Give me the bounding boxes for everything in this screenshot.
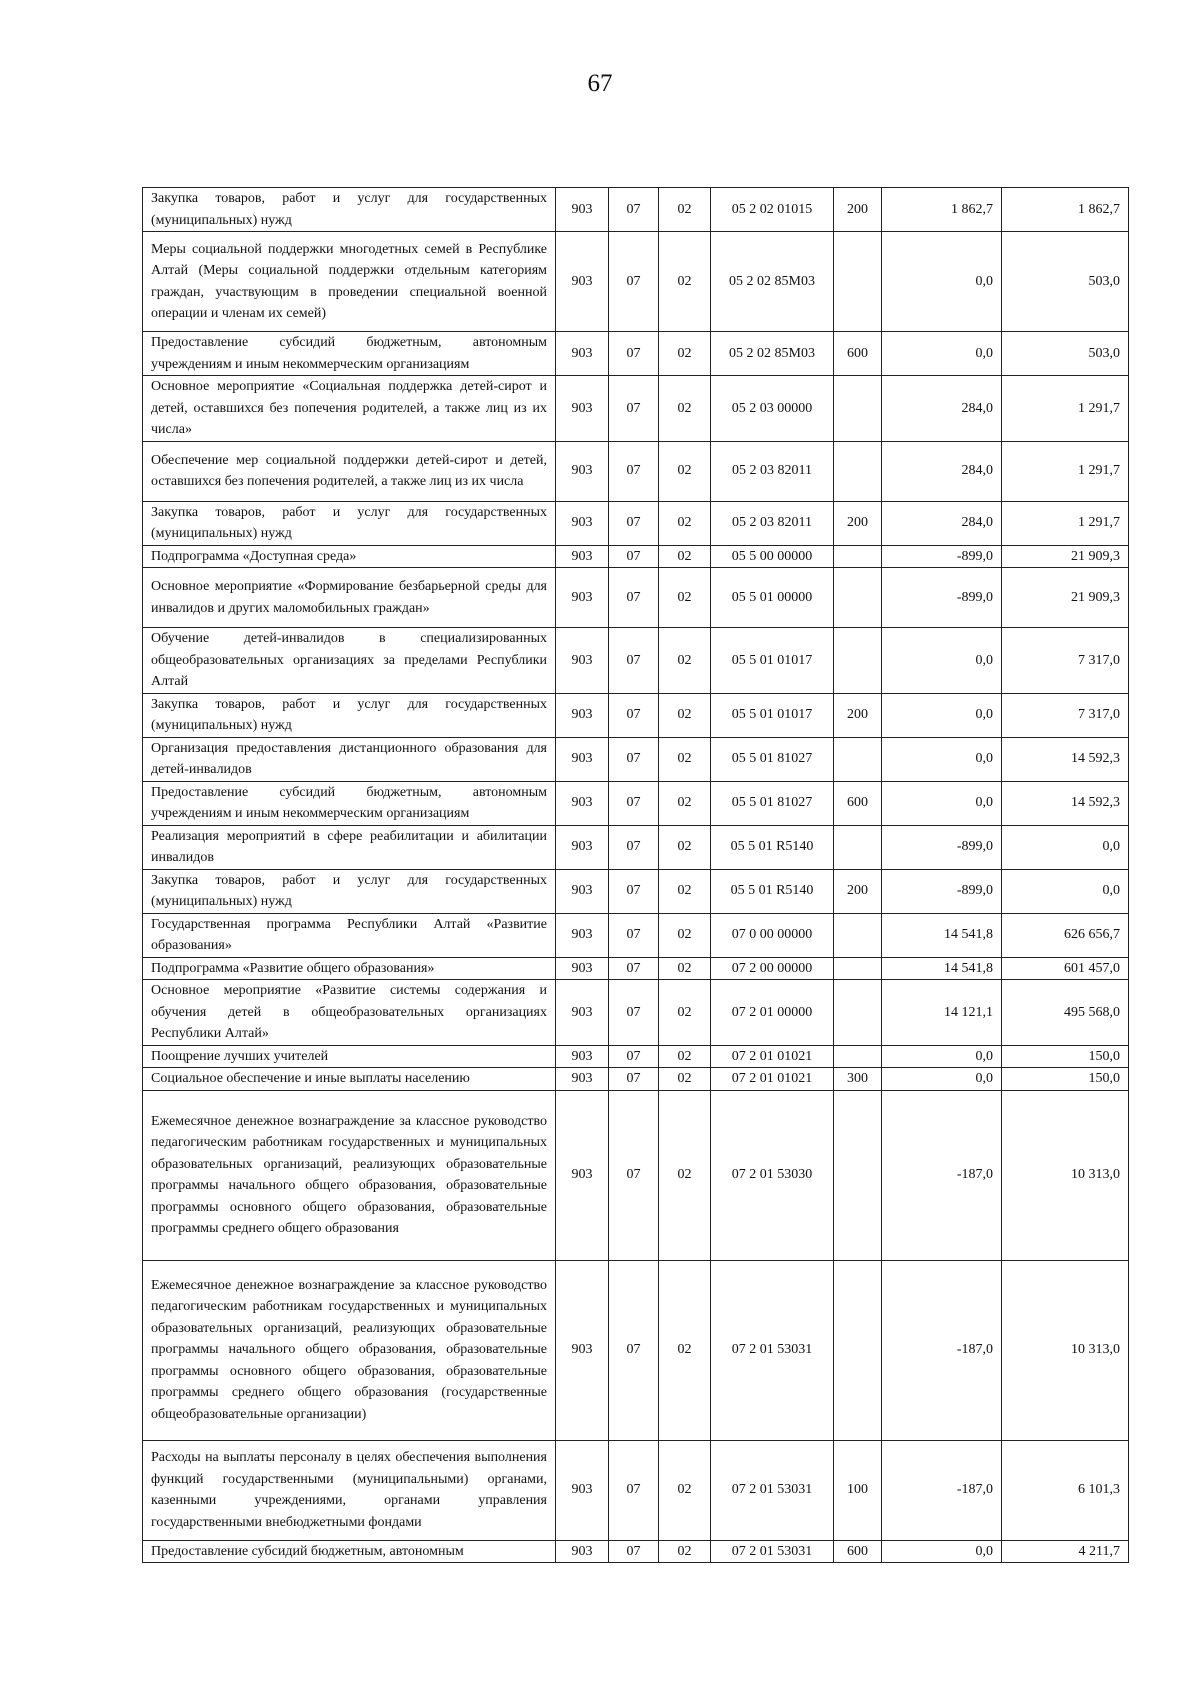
- row-grbs: 903: [556, 1090, 609, 1260]
- table-row: [143, 568, 1129, 628]
- table-row: [143, 781, 1129, 825]
- row-grbs: 903: [556, 737, 609, 781]
- row-amount-total: 626 656,7: [1002, 913, 1129, 957]
- row-grbs: 903: [556, 1045, 609, 1068]
- row-subsection: 02: [659, 1068, 711, 1091]
- row-amount-total: 503,0: [1002, 332, 1129, 376]
- row-amount-total: 150,0: [1002, 1068, 1129, 1091]
- row-name: Предоставление субсидий бюджетным, автономным: [143, 1540, 556, 1563]
- row-name: Основное мероприятие «Формирование безбарьерной среды для инвалидов и других маломобильных граждан»: [143, 568, 556, 628]
- row-name: Предоставление субсидий бюджетным, автономным учреждениям и иным некоммерческим организациям: [143, 781, 556, 825]
- row-name: Закупка товаров, работ и услуг для государственных (муниципальных) нужд: [143, 501, 556, 545]
- row-target-article: 05 5 01 R5140: [711, 869, 834, 913]
- row-target-article: 05 2 03 82011: [711, 441, 834, 501]
- row-name: Государственная программа Республики Алтай «Развитие образования»: [143, 913, 556, 957]
- row-name: Подпрограмма «Доступная среда»: [143, 545, 556, 568]
- row-subsection: 02: [659, 869, 711, 913]
- row-amount-total: 7 317,0: [1002, 693, 1129, 737]
- row-amount-change: -899,0: [882, 545, 1002, 568]
- table-row: [143, 501, 1129, 545]
- row-grbs: 903: [556, 1440, 609, 1540]
- table-row: [143, 441, 1129, 501]
- row-amount-total: 7 317,0: [1002, 628, 1129, 694]
- row-amount-change: 1 862,7: [882, 188, 1002, 232]
- row-section: 07: [609, 188, 659, 232]
- row-name: Обеспечение мер социальной поддержки детей-сирот и детей, оставшихся без попечения родителей, а также лиц из их числа: [143, 441, 556, 501]
- row-section: 07: [609, 545, 659, 568]
- table-row: [143, 1068, 1129, 1091]
- row-amount-change: 14 121,1: [882, 980, 1002, 1046]
- table-row: [143, 1045, 1129, 1068]
- row-section: 07: [609, 1068, 659, 1091]
- budget-table-body: [143, 188, 1129, 1563]
- row-amount-change: 0,0: [882, 1540, 1002, 1563]
- table-row: [143, 693, 1129, 737]
- row-grbs: 903: [556, 501, 609, 545]
- row-target-article: 05 2 03 00000: [711, 376, 834, 442]
- row-name: Обучение детей-инвалидов в специализированных общеобразовательных организациях за пределами Республики Алтай: [143, 628, 556, 694]
- row-section: 07: [609, 869, 659, 913]
- row-amount-change: -899,0: [882, 825, 1002, 869]
- table-row: [143, 825, 1129, 869]
- row-grbs: 903: [556, 232, 609, 332]
- row-name: Расходы на выплаты персоналу в целях обеспечения выполнения функций государственными (муниципальными) органами, казенными учреждениями, органами управления государственными внебюджетными фондами: [143, 1440, 556, 1540]
- row-name: Поощрение лучших учителей: [143, 1045, 556, 1068]
- row-subsection: 02: [659, 332, 711, 376]
- row-target-article: 05 5 00 00000: [711, 545, 834, 568]
- row-amount-change: -187,0: [882, 1260, 1002, 1440]
- row-amount-total: 150,0: [1002, 1045, 1129, 1068]
- row-name: Закупка товаров, работ и услуг для государственных (муниципальных) нужд: [143, 693, 556, 737]
- row-amount-total: 21 909,3: [1002, 568, 1129, 628]
- table-row: [143, 376, 1129, 442]
- row-amount-total: 495 568,0: [1002, 980, 1129, 1046]
- row-amount-total: 1 291,7: [1002, 501, 1129, 545]
- row-grbs: 903: [556, 980, 609, 1046]
- table-row: [143, 545, 1129, 568]
- row-amount-total: 4 211,7: [1002, 1540, 1129, 1563]
- row-grbs: 903: [556, 1540, 609, 1563]
- row-grbs: 903: [556, 913, 609, 957]
- row-grbs: 903: [556, 869, 609, 913]
- row-expense-type: [834, 825, 882, 869]
- row-target-article: 07 2 01 53031: [711, 1260, 834, 1440]
- row-section: 07: [609, 1260, 659, 1440]
- row-section: 07: [609, 957, 659, 980]
- row-expense-type: [834, 568, 882, 628]
- row-grbs: 903: [556, 1068, 609, 1091]
- row-amount-total: 0,0: [1002, 825, 1129, 869]
- table-row: [143, 980, 1129, 1046]
- row-expense-type: [834, 913, 882, 957]
- row-expense-type: [834, 957, 882, 980]
- row-section: 07: [609, 1440, 659, 1540]
- row-subsection: 02: [659, 781, 711, 825]
- row-subsection: 02: [659, 737, 711, 781]
- row-subsection: 02: [659, 825, 711, 869]
- row-grbs: 903: [556, 693, 609, 737]
- row-section: 07: [609, 1090, 659, 1260]
- row-section: 07: [609, 980, 659, 1046]
- row-subsection: 02: [659, 1045, 711, 1068]
- row-amount-total: 503,0: [1002, 232, 1129, 332]
- row-amount-total: 14 592,3: [1002, 781, 1129, 825]
- row-target-article: 05 2 02 01015: [711, 188, 834, 232]
- row-name: Ежемесячное денежное вознаграждение за классное руководство педагогическим работникам государственных и муниципальных образовательных организаций, реализующих образовательные программы начального общего образования, образовательные программы основного общего образования, образовательные программы среднего общего образования: [143, 1090, 556, 1260]
- row-target-article: 07 2 01 53031: [711, 1540, 834, 1563]
- row-amount-change: 0,0: [882, 628, 1002, 694]
- row-section: 07: [609, 1540, 659, 1563]
- row-expense-type: [834, 376, 882, 442]
- row-grbs: 903: [556, 568, 609, 628]
- table-row: [143, 232, 1129, 332]
- row-section: 07: [609, 913, 659, 957]
- row-section: 07: [609, 628, 659, 694]
- table-row: [143, 188, 1129, 232]
- row-amount-change: 284,0: [882, 501, 1002, 545]
- row-grbs: 903: [556, 957, 609, 980]
- row-grbs: 903: [556, 545, 609, 568]
- row-subsection: 02: [659, 545, 711, 568]
- row-expense-type: [834, 628, 882, 694]
- table-row: [143, 1260, 1129, 1440]
- row-target-article: 05 5 01 00000: [711, 568, 834, 628]
- row-target-article: 05 5 01 81027: [711, 781, 834, 825]
- row-expense-type: 600: [834, 1540, 882, 1563]
- row-expense-type: 600: [834, 332, 882, 376]
- row-section: 07: [609, 825, 659, 869]
- row-target-article: 05 5 01 R5140: [711, 825, 834, 869]
- row-name: Меры социальной поддержки многодетных семей в Республике Алтай (Меры социальной поддержки отдельным категориям граждан, участвующим в проведении специальной военной операции и членам их семей): [143, 232, 556, 332]
- row-expense-type: 200: [834, 188, 882, 232]
- table-row: [143, 1090, 1129, 1260]
- row-target-article: 07 2 01 01021: [711, 1045, 834, 1068]
- row-grbs: 903: [556, 628, 609, 694]
- row-amount-change: -899,0: [882, 869, 1002, 913]
- row-subsection: 02: [659, 501, 711, 545]
- row-amount-total: 14 592,3: [1002, 737, 1129, 781]
- row-target-article: 05 2 02 85М03: [711, 232, 834, 332]
- row-target-article: 05 5 01 81027: [711, 737, 834, 781]
- row-expense-type: [834, 737, 882, 781]
- row-expense-type: 200: [834, 501, 882, 545]
- row-subsection: 02: [659, 441, 711, 501]
- row-section: 07: [609, 568, 659, 628]
- row-amount-total: 601 457,0: [1002, 957, 1129, 980]
- row-amount-change: 0,0: [882, 781, 1002, 825]
- row-subsection: 02: [659, 1090, 711, 1260]
- row-amount-change: 0,0: [882, 232, 1002, 332]
- row-name: Организация предоставления дистанционного образования для детей-инвалидов: [143, 737, 556, 781]
- row-target-article: 07 2 01 53031: [711, 1440, 834, 1540]
- row-name: Предоставление субсидий бюджетным, автономным учреждениям и иным некоммерческим организациям: [143, 332, 556, 376]
- row-name: Реализация мероприятий в сфере реабилитации и абилитации инвалидов: [143, 825, 556, 869]
- row-name: Подпрограмма «Развитие общего образования»: [143, 957, 556, 980]
- row-section: 07: [609, 737, 659, 781]
- row-grbs: 903: [556, 376, 609, 442]
- table-row: [143, 737, 1129, 781]
- row-subsection: 02: [659, 980, 711, 1046]
- row-amount-total: 1 291,7: [1002, 376, 1129, 442]
- row-amount-change: 14 541,8: [882, 913, 1002, 957]
- row-expense-type: [834, 441, 882, 501]
- table-row: [143, 1540, 1129, 1563]
- row-section: 07: [609, 376, 659, 442]
- row-grbs: 903: [556, 332, 609, 376]
- table-row: [143, 628, 1129, 694]
- row-target-article: 07 0 00 00000: [711, 913, 834, 957]
- row-amount-change: -187,0: [882, 1090, 1002, 1260]
- row-target-article: 05 5 01 01017: [711, 693, 834, 737]
- table-row: [143, 869, 1129, 913]
- row-grbs: 903: [556, 825, 609, 869]
- row-target-article: 07 2 01 00000: [711, 980, 834, 1046]
- row-section: 07: [609, 332, 659, 376]
- row-amount-change: 0,0: [882, 693, 1002, 737]
- row-subsection: 02: [659, 232, 711, 332]
- row-amount-change: 284,0: [882, 376, 1002, 442]
- row-section: 07: [609, 781, 659, 825]
- budget-table: [142, 187, 1129, 1563]
- row-subsection: 02: [659, 188, 711, 232]
- row-target-article: 07 2 01 53030: [711, 1090, 834, 1260]
- row-name: Закупка товаров, работ и услуг для государственных (муниципальных) нужд: [143, 869, 556, 913]
- row-section: 07: [609, 1045, 659, 1068]
- row-subsection: 02: [659, 1260, 711, 1440]
- table-row: [143, 1440, 1129, 1540]
- row-grbs: 903: [556, 1260, 609, 1440]
- row-target-article: 05 5 01 01017: [711, 628, 834, 694]
- row-amount-change: 0,0: [882, 737, 1002, 781]
- row-target-article: 05 2 03 82011: [711, 501, 834, 545]
- row-subsection: 02: [659, 1540, 711, 1563]
- row-amount-change: -187,0: [882, 1440, 1002, 1540]
- row-amount-total: 10 313,0: [1002, 1090, 1129, 1260]
- row-subsection: 02: [659, 693, 711, 737]
- row-expense-type: [834, 1045, 882, 1068]
- row-subsection: 02: [659, 568, 711, 628]
- table-row: [143, 957, 1129, 980]
- row-target-article: 07 2 01 01021: [711, 1068, 834, 1091]
- row-amount-change: 14 541,8: [882, 957, 1002, 980]
- row-grbs: 903: [556, 188, 609, 232]
- row-amount-change: 284,0: [882, 441, 1002, 501]
- row-amount-change: 0,0: [882, 332, 1002, 376]
- row-name: Основное мероприятие «Развитие системы содержания и обучения детей в общеобразовательных организациях Республики Алтай»: [143, 980, 556, 1046]
- row-expense-type: 600: [834, 781, 882, 825]
- table-row: [143, 913, 1129, 957]
- row-name: Основное мероприятие «Социальная поддержка детей-сирот и детей, оставшихся без попечения родителей, а также лиц из их числа»: [143, 376, 556, 442]
- row-section: 07: [609, 501, 659, 545]
- row-grbs: 903: [556, 441, 609, 501]
- row-name: Закупка товаров, работ и услуг для государственных (муниципальных) нужд: [143, 188, 556, 232]
- row-expense-type: [834, 1090, 882, 1260]
- row-subsection: 02: [659, 376, 711, 442]
- row-section: 07: [609, 441, 659, 501]
- row-expense-type: 100: [834, 1440, 882, 1540]
- row-grbs: 903: [556, 781, 609, 825]
- row-subsection: 02: [659, 1440, 711, 1540]
- row-subsection: 02: [659, 957, 711, 980]
- row-subsection: 02: [659, 628, 711, 694]
- row-amount-change: 0,0: [882, 1068, 1002, 1091]
- row-expense-type: [834, 232, 882, 332]
- row-section: 07: [609, 232, 659, 332]
- row-amount-total: 21 909,3: [1002, 545, 1129, 568]
- row-expense-type: 200: [834, 693, 882, 737]
- page-number: 67: [587, 70, 613, 97]
- row-expense-type: 200: [834, 869, 882, 913]
- row-amount-change: -899,0: [882, 568, 1002, 628]
- row-target-article: 05 2 02 85М03: [711, 332, 834, 376]
- row-expense-type: [834, 1260, 882, 1440]
- row-name: Ежемесячное денежное вознаграждение за классное руководство педагогическим работникам государственных и муниципальных образовательных организаций, реализующих образовательные программы начального общего образования, образовательные программы основного общего образования, образовательные программы среднего общего образования (государственные общеобразовательные организации): [143, 1260, 556, 1440]
- row-amount-total: 6 101,3: [1002, 1440, 1129, 1540]
- row-amount-total: 1 862,7: [1002, 188, 1129, 232]
- row-amount-total: 1 291,7: [1002, 441, 1129, 501]
- row-amount-total: 0,0: [1002, 869, 1129, 913]
- row-name: Социальное обеспечение и иные выплаты населению: [143, 1068, 556, 1091]
- row-expense-type: [834, 980, 882, 1046]
- row-amount-change: 0,0: [882, 1045, 1002, 1068]
- row-subsection: 02: [659, 913, 711, 957]
- row-section: 07: [609, 693, 659, 737]
- row-amount-total: 10 313,0: [1002, 1260, 1129, 1440]
- row-expense-type: [834, 545, 882, 568]
- table-row: [143, 332, 1129, 376]
- row-expense-type: 300: [834, 1068, 882, 1091]
- row-target-article: 07 2 00 00000: [711, 957, 834, 980]
